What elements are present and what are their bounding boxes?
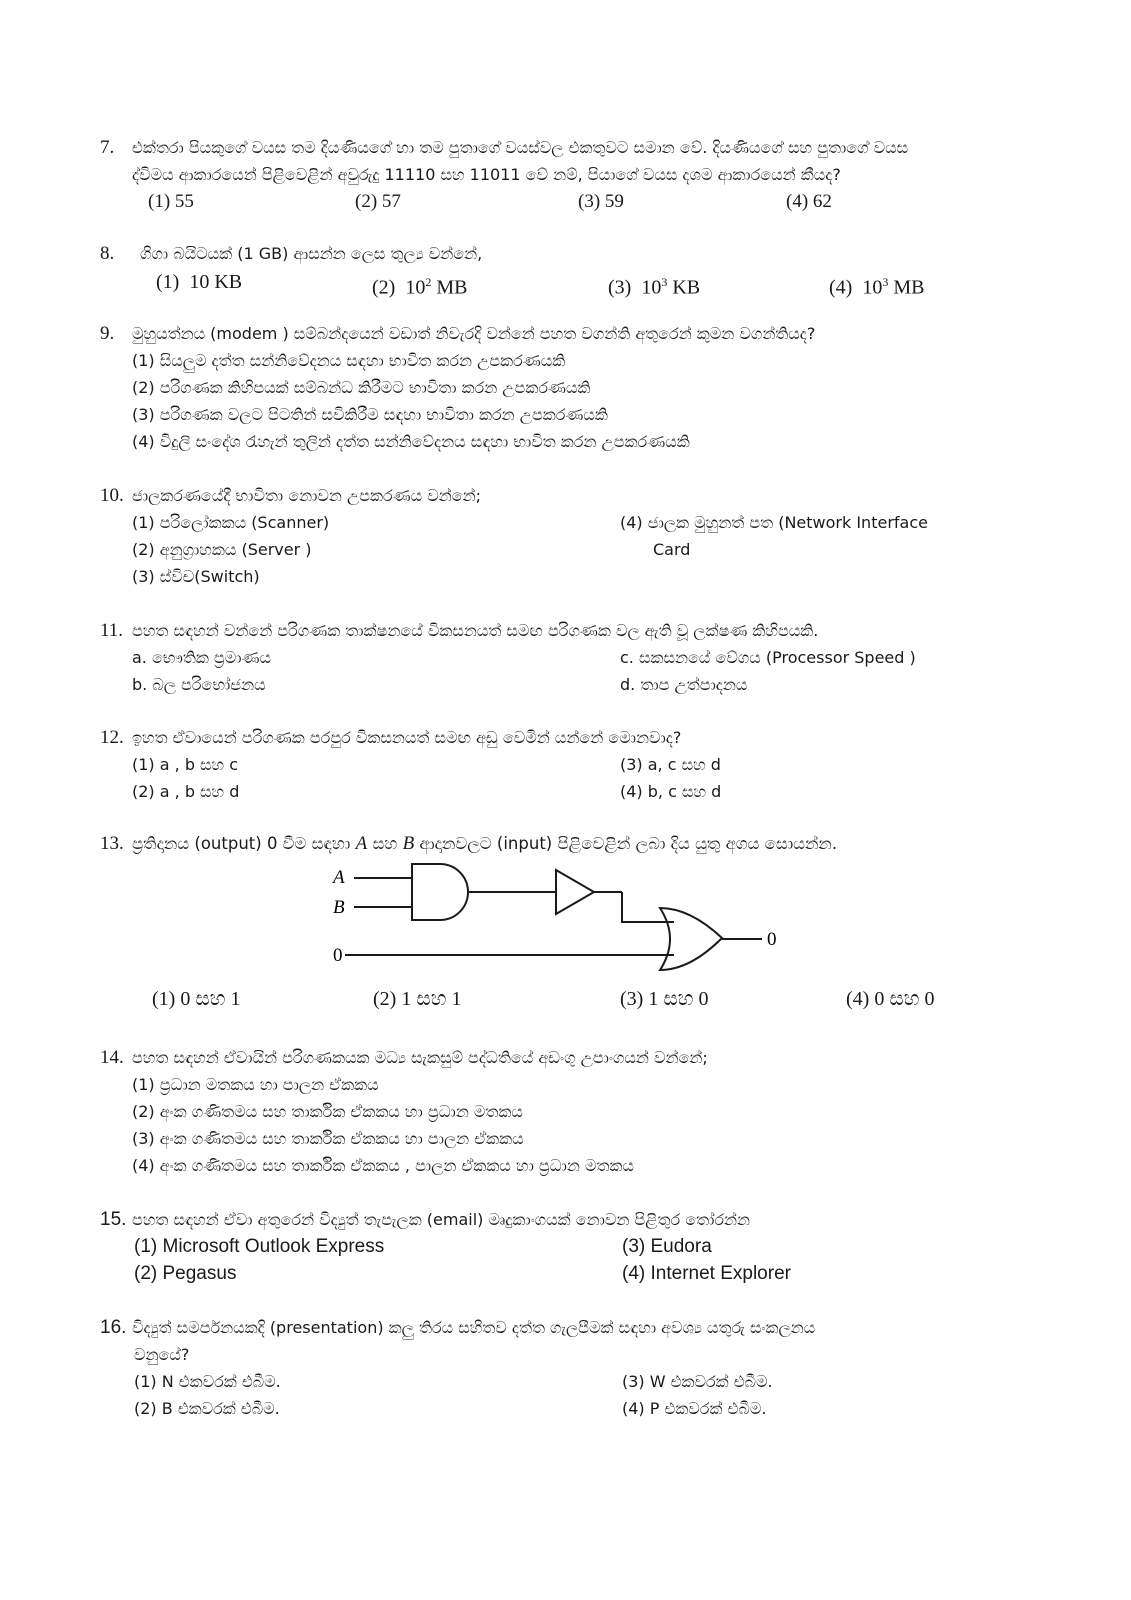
option-2: (2) අංක ගණිතමය සහ තාර්කික ඒකකය හා ප්‍රධාන මතකය <box>132 1102 523 1121</box>
label-input-a: A <box>333 867 345 888</box>
option-unit: MB <box>888 276 925 299</box>
question-number: 12. <box>100 727 124 748</box>
option-value: 10 <box>405 276 426 299</box>
option-4: (4) 62 <box>786 191 832 212</box>
option-label: (1) <box>156 271 180 293</box>
option-unit: KB <box>667 276 701 299</box>
option-3: (3) 59 <box>578 191 624 212</box>
option-label: (3) <box>608 276 632 299</box>
variable-a: A <box>355 833 368 854</box>
option-2: (2) 1 සහ 1 <box>373 988 462 1010</box>
question-number: 14. <box>100 1047 124 1068</box>
question-text: මුහුයත්නය (modem ) සම්බන්දයෙන් වඩාත් නිවැරදි වන්නේ පහත වගන්ති අතුරෙන් කුමන වගන්තියද? <box>132 324 816 343</box>
option-2: (2) Pegasus <box>134 1263 237 1284</box>
option-label: (4) <box>829 276 853 299</box>
question-text: ප්‍රතිදානය (output) 0 වීම සඳහා A සහ B ආදානවලට (input) පිළිවෙළින් ලබා දිය යුතු අගය සොයන්න. <box>132 833 838 854</box>
option-3: (3) ස්විච(Switch) <box>132 567 260 586</box>
and-gate <box>412 864 468 920</box>
question-text: ජාලකරණයේදී භාවිතා නොවන උපකරණය වන්නේ; <box>132 486 481 505</box>
option-1: (1) ප්‍රධාන මතකය හා පාලන ඒකකය <box>132 1075 379 1094</box>
question-number: 7. <box>100 137 115 158</box>
or-gate <box>660 908 722 970</box>
option-b: b. බල පරිභෝජනය <box>132 675 266 694</box>
buffer-gate <box>556 870 594 914</box>
question-text: පහත සඳහන් ඒවායින් පරිගණකයක මධ්‍ය සැකසුම් පද්ධතියේ අඩංගු උපාංගයන් වන්නේ; <box>132 1048 708 1067</box>
question-number: 16. <box>100 1317 127 1338</box>
option-exponent: 2 <box>425 275 432 289</box>
question-14 <box>100 1044 1060 1179</box>
question-15 <box>100 1206 1060 1287</box>
question-text-continued: වනුයේ? <box>134 1345 190 1364</box>
label-input-b: B <box>333 897 345 918</box>
label-input-c: 0 <box>333 945 343 966</box>
option-3: (3) අංක ගණිතමය සහ තාර්කික ඒකකය හා පාලන ඒකකය <box>132 1129 524 1148</box>
question-number: 9. <box>100 323 115 344</box>
option-2: (2) පරිගණක කිහිපයක් සම්බන්ධ කිරීමට භාවිතා කරන උපකරණයකි <box>132 378 591 397</box>
question-text: ද්විමය ආකාරයෙන් පිළිවෙළින් අවුරුදු 11110 සහ 11011 වේ නම්, පියාගේ වයස දශම ආකාරයෙන් කීයද? <box>132 165 841 184</box>
option-1: (1) a , b සහ c <box>132 755 239 774</box>
option-4: (4) 0 සහ 0 <box>846 988 935 1010</box>
option-2: (2) a , b සහ d <box>132 782 240 801</box>
question-number: 11. <box>100 620 124 641</box>
option-2: (2) B එකවරක් එබීම. <box>134 1399 280 1418</box>
option-4: (4) විදුලි සංදේශ රැහැන් තුලින් දත්ත සන්නිවේදනය සඳහා භාවිත කරන උපකරණයකි <box>132 432 690 451</box>
option-unit: MB <box>431 276 468 299</box>
option-label: (2) <box>372 276 396 299</box>
option-4: (4) ජාලක මුහුනත් පත (Network Interface <box>620 513 928 532</box>
option-1: (1) Microsoft Outlook Express <box>134 1236 385 1257</box>
question-16 <box>100 1314 1060 1422</box>
option-4: (4) b, c සහ d <box>620 782 722 801</box>
option-2: (2) 57 <box>355 191 401 212</box>
option-1: (1) පරිලෝකකය (Scanner) <box>132 513 330 532</box>
option-value: 10 <box>862 276 883 299</box>
option-3: (3) a, c සහ d <box>620 755 721 774</box>
option-a: a. භෞතික ප්‍රමාණය <box>132 648 271 667</box>
question-number: 15. <box>100 1209 127 1230</box>
option-3: (3) පරිගණක වලට පිටතින් සවිකිරීම සඳහා භාවිතා කරන උපකරණයකි <box>132 405 608 424</box>
option-3: (3) 1 සහ 0 <box>620 988 709 1010</box>
option-2: (2) අනුග්‍රාහකය (Server ) <box>132 540 312 559</box>
label-output: 0 <box>767 929 777 950</box>
option-value: 10 <box>641 276 662 299</box>
option-c: c. සකසනයේ වේගය (Processor Speed ) <box>620 648 916 667</box>
question-13-options <box>100 986 1060 1016</box>
question-number: 10. <box>100 485 124 506</box>
question-text: ඉහත ඒවායෙන් පරිගණක පරපුර විකසනයත් සමඟ අඩු වෙමින් යන්නේ මොනවාද? <box>132 728 682 747</box>
option-3: (3) W එකවරක් එබීම. <box>622 1372 773 1391</box>
question-text: පහත සඳහන් ඒවා අතුරෙන් විද්‍යුත් තැපැලක (email) මෘදුකාංගයක් නොවන පිළිතුර තෝරන්න <box>132 1210 751 1229</box>
option-1: (1) 55 <box>148 191 194 212</box>
option-4-continuation: Card <box>653 540 691 559</box>
option-exponent: 3 <box>661 275 668 289</box>
question-text: එක්තරා පියකුගේ වයස තම දියණියගේ හා තම පුතාගේ වයස්වල එකතුවට සමාන වේ. දියණියගේ සහ පුතාගේ වයස <box>132 138 909 157</box>
option-4: (4) Internet Explorer <box>622 1263 791 1284</box>
option-1: (1) සියලුම දත්ත සන්නිවේදනය සඳහා භාවිත කරන උපකරණයකි <box>132 351 566 370</box>
option-1: (1) 0 සහ 1 <box>152 988 241 1010</box>
option-4: (4) P එකවරක් එබීම. <box>622 1399 767 1418</box>
question-text: පහත සඳහන් වන්නේ පරිගණක තාක්ෂනයේ විකසනයත් සමඟ පරිගණක වල ඇති වූ ලක්ෂණ කිහිපයකි. <box>132 621 819 640</box>
option-d: d. තාප උත්පාදනය <box>620 675 748 694</box>
variable-b: B <box>402 833 415 854</box>
option-1: (1) N එකවරක් එබීම. <box>134 1372 281 1391</box>
option-3: (3) Eudora <box>622 1236 712 1257</box>
question-number: 8. <box>100 243 115 264</box>
question-text: විද්‍යුත් සමර්පනයකදි (presentation) කලු තිරය සහිතව දත්ත ගැලපීමක් සඳහා අවශ්‍ය යතුරු සංකලනය <box>132 1318 816 1337</box>
option-4: (4) අංක ගණිතමය සහ තාර්කික ඒකකය , පාලන ඒකකය හා ප්‍රධාන මතකය <box>132 1156 634 1175</box>
option-exponent: 3 <box>882 275 889 289</box>
option-value: 10 KB <box>189 271 243 293</box>
question-text: ගිගා බයිටයක් (1 GB) ආසන්න ලෙස තුල්‍ය වන්නේ, <box>140 244 483 263</box>
question-number: 13. <box>100 833 124 854</box>
